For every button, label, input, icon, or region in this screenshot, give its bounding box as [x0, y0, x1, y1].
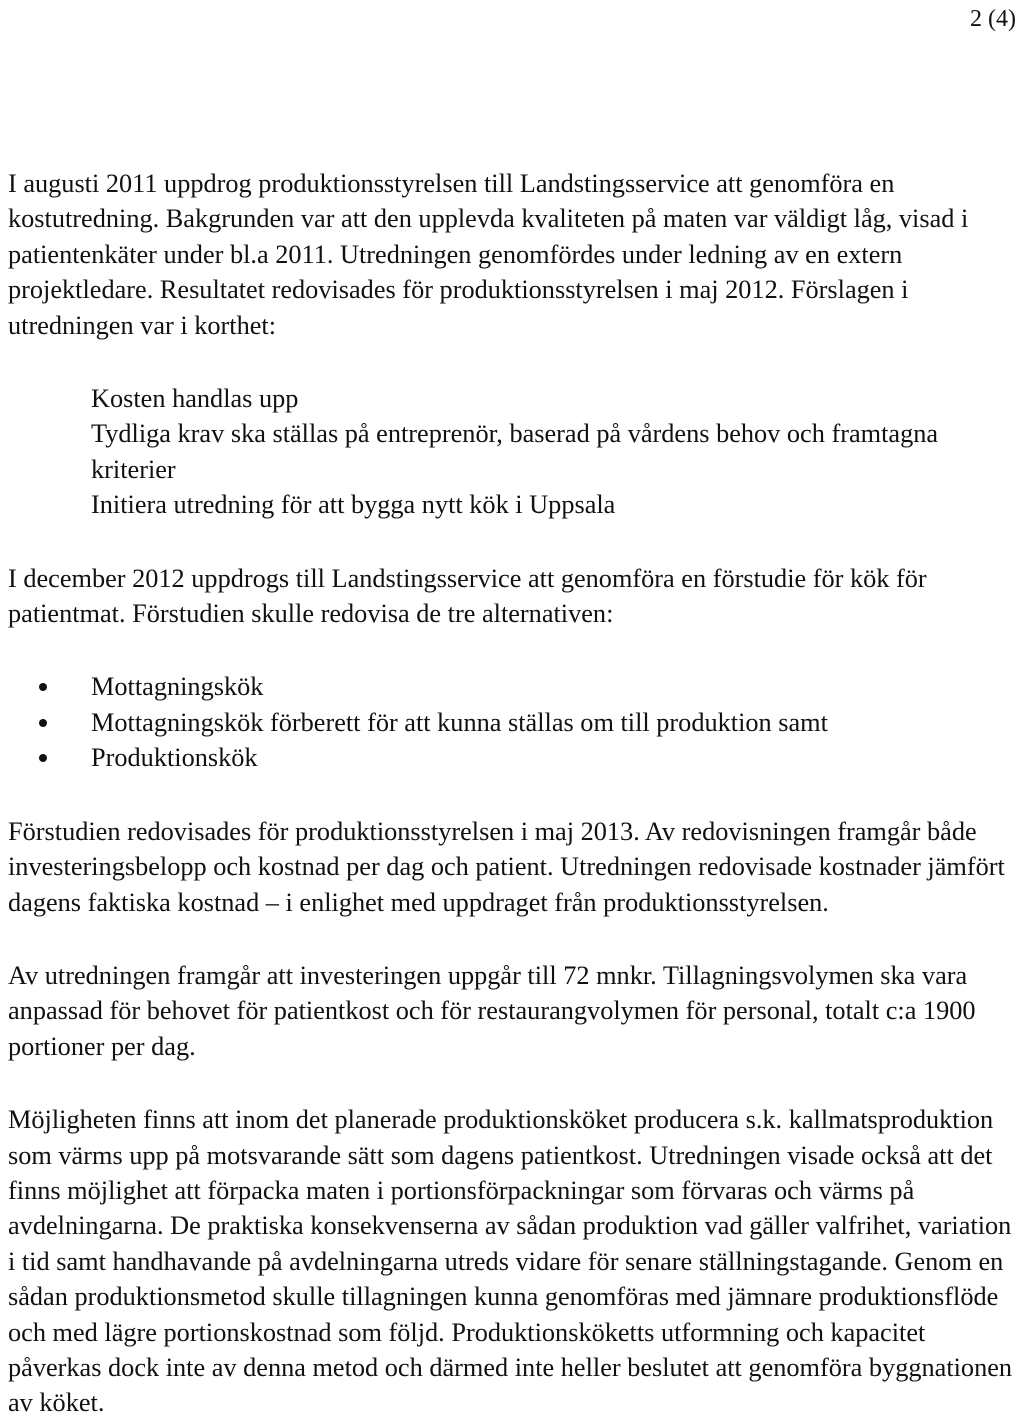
list-item-text: Mottagningskök — [91, 672, 264, 702]
list-item — [91, 740, 1018, 775]
alternatives-list — [8, 669, 1018, 775]
list-item: Initiera utredning för att bygga nytt kök i Uppsala — [91, 490, 616, 520]
paragraph-investering: Av utredningen framgår att investeringen uppgår till 72 mnkr. Tillagningsvolymen ska vara anpassad för behovet för patientkost och för restaurangvolymen för personal, totalt c:a 1900 portioner per dag. — [8, 960, 976, 1061]
list-item — [91, 669, 1018, 704]
list-item: Tydliga krav ska ställas på entreprenör, baserad på vårdens behov och framtagna kriterier — [91, 419, 939, 484]
paragraph-intro: I augusti 2011 uppdrog produktionsstyrelsen till Landstingsservice att genomföra en kostutredning. Bakgrunden var att den upplevda kvaliteten på maten var väldigt låg, visad i patientenkäter under bl.a 2011. Utredningen genomfördes under ledning av en extern projektledare. Resultatet redovisades för produktionsstyrelsen i maj 2012. Förslagen i utredningen var i korthet: — [8, 169, 969, 340]
bullet-icon — [39, 683, 47, 691]
list-item — [91, 705, 1018, 740]
list-item-text: Produktionskök — [91, 743, 258, 773]
paragraph-forstudien: Förstudien redovisades för produktionsstyrelsen i maj 2013. Av redovisningen framgår både investeringsbelopp och kostnad per dag och patient. Utredningen redovisade kostnader jämfört dagens faktiska kostnad – i enlighet med uppdraget från produktionsstyrelsen. — [8, 816, 1005, 917]
paragraph-mojligheten: Möjligheten finns att inom det planerade produktionsköket producera s.k. kallmatsproduktion som värms upp på motsvarande sätt som dagens patientkost. Utredningen visade också att det finns möjlighet att förpacka maten i portionsförpackningar som förvaras och värms på avdelningarna. De praktiska konsekvenserna av sådan produktion vad gäller valfrihet, variation i tid samt handhavande på avdelningarna utreds vidare för senare ställningstagande. Genom en sådan produktionsmetod skulle tillagningen kunna genomföras med jämnare produktionsflöde och med lägre portionskostnad som följd. Produktionsköketts utformning och kapacitet påverkas dock inte av denna metod och därmed inte heller beslutet att genomföra byggnationen av köket. — [8, 1105, 1013, 1418]
list-item-text: Mottagningskök förberett för att kunna ställas om till produktion samt — [91, 707, 828, 737]
list-item: Kosten handlas upp — [91, 384, 299, 414]
page-number: 2 (4) — [970, 6, 1016, 32]
document-body — [8, 166, 1018, 1421]
paragraph-december: I december 2012 uppdrogs till Landstingsservice att genomföra en förstudie för kök för patientmat. Förstudien skulle redovisa de tre alternativen: — [8, 563, 927, 629]
bullet-icon — [39, 719, 47, 727]
bullet-icon — [39, 754, 47, 762]
proposal-list — [8, 381, 1018, 523]
